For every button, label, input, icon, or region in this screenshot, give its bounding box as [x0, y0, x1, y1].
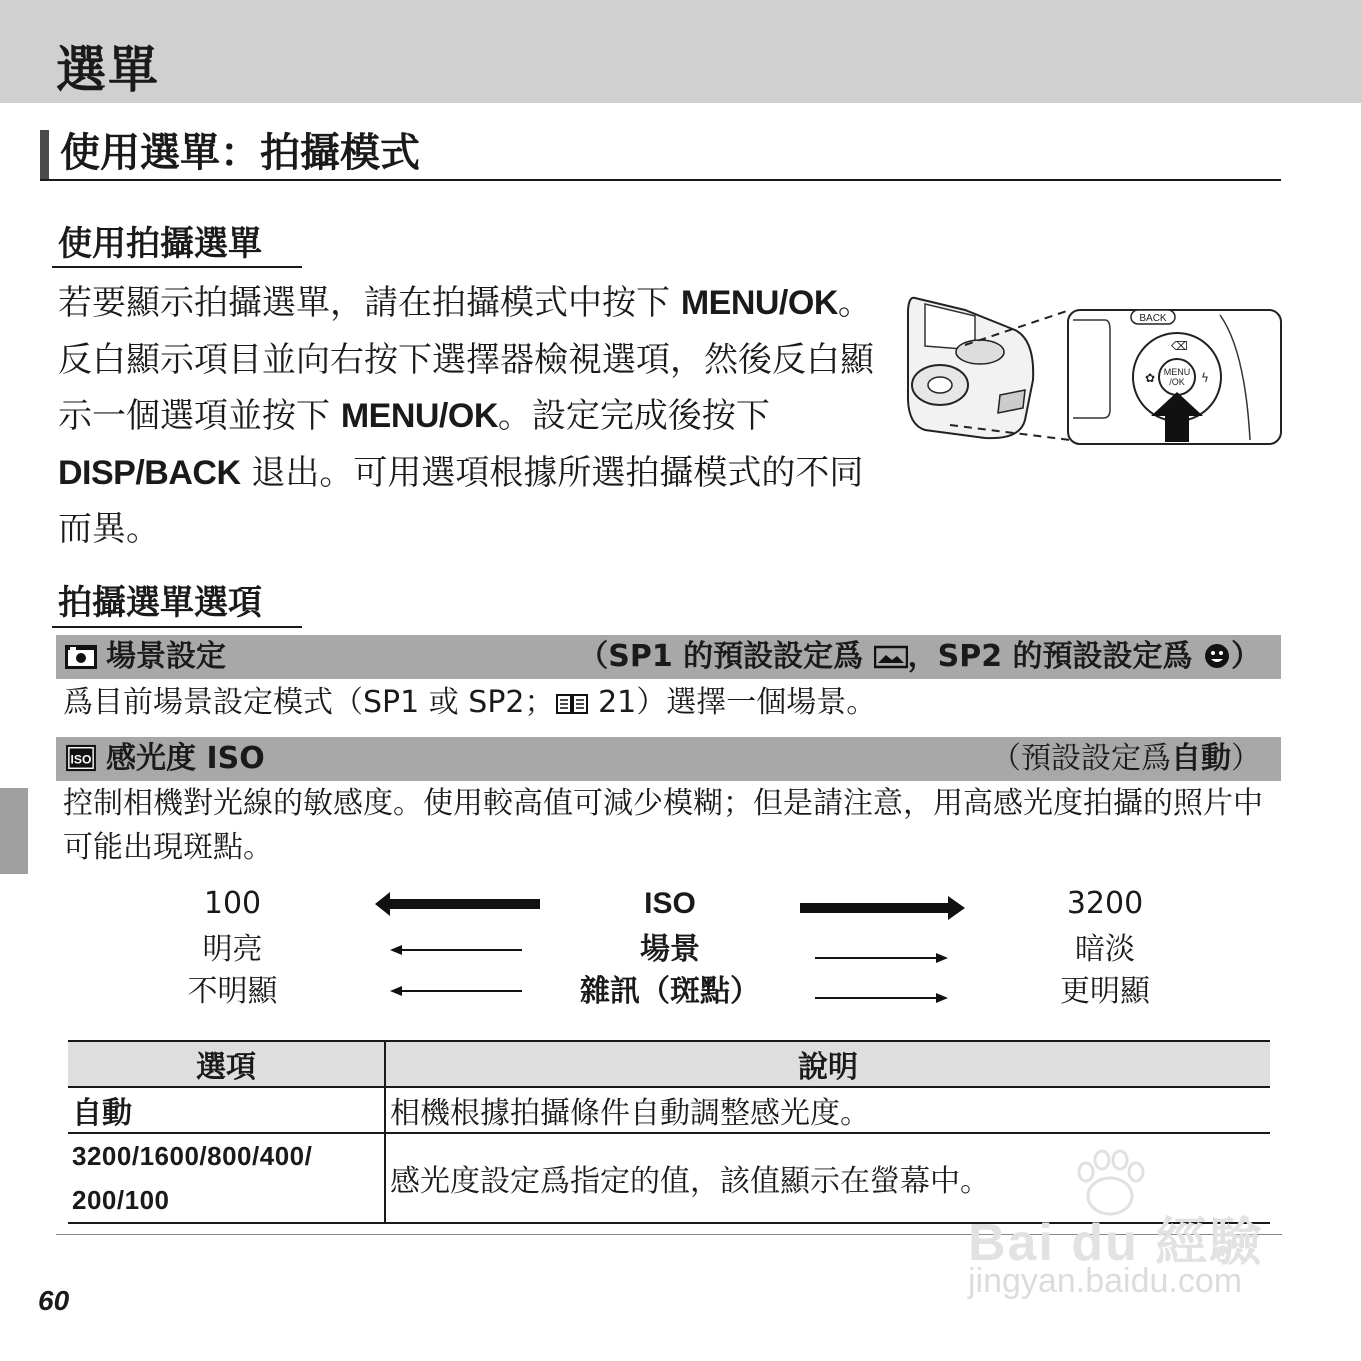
arrow-left-thick-icon: [375, 892, 540, 916]
disp-back-key: DISP/BACK: [58, 453, 241, 492]
iso-option-default: [991, 737, 1261, 781]
scene-page-ref: 21: [598, 685, 637, 720]
page-title: 選單: [56, 41, 160, 99]
arrow-right-thin-icon: [936, 993, 948, 1003]
svg-text:ISO: ISO: [70, 752, 92, 767]
trash-icon: ⌫: [1171, 339, 1188, 353]
iso-center-label: ISO: [644, 887, 696, 920]
chapter-tab: [0, 788, 28, 874]
scene-default-text-a: （SP1 的預設設定爲: [578, 639, 864, 674]
arrow-right-thick-icon: [800, 896, 965, 920]
subheading-using-menu: 使用拍攝選單: [58, 224, 262, 264]
camera-icon: [64, 643, 98, 671]
menu-ok-key: MENU/OK: [340, 397, 498, 435]
scene-center-label: 場景: [640, 932, 700, 967]
watermark-brand: Bai du 經驗: [968, 1214, 1264, 1272]
brightness-low-label: 明亮: [202, 932, 263, 967]
scene-default-text-c: ）: [1231, 639, 1261, 674]
scene-default-text-b: ，SP2 的預設設定爲: [907, 639, 1193, 674]
iso-icon: [64, 744, 98, 772]
arrow-right-thin-icon: [936, 953, 948, 963]
ok-button-label: /OK: [1169, 377, 1185, 387]
scene-option-description: [63, 682, 876, 724]
subheading-rule: [52, 626, 302, 628]
table-header-option: 選項: [68, 1041, 385, 1087]
watermark-url: jingyan.baidu.com: [968, 1262, 1243, 1300]
portrait-scene-icon: [1203, 642, 1231, 670]
table-cell-option: 自動: [68, 1087, 385, 1133]
iso-high-value: 3200: [1066, 886, 1144, 921]
table-cell-description: 相機根據拍攝條件自動調整感光度。: [385, 1087, 1270, 1133]
scene-desc-text-a: 爲目前場景設定模式（SP1 或 SP2；: [63, 685, 555, 720]
flash-icon: ϟ: [1201, 371, 1209, 385]
table-cell-description: 感光度設定爲指定的值，該值顯示在螢幕中。: [385, 1133, 1270, 1223]
iso-option-description: 控制相機對光線的敏感度。使用較高值可減少模糊；但是請注意，用高感光度拍攝的照片中可能出現斑點。: [63, 786, 1263, 865]
iso-default-value: 自動: [1171, 741, 1231, 776]
iso-default-text-a: （預設設定爲: [991, 741, 1171, 776]
noise-high-label: 更明顯: [1060, 974, 1150, 1009]
noise-center-label: 雜訊（斑點）: [580, 974, 760, 1009]
iso-option-name: 感光度 ISO: [106, 741, 265, 776]
option-values-line2: 200/100: [72, 1185, 170, 1215]
header-band: [0, 0, 1361, 103]
option-values-line1: 3200/1600/800/400/: [72, 1141, 313, 1171]
intro-text-3: 。設定完成後按下: [497, 396, 770, 436]
intro-text-4: 退出。可用選項根據所選拍攝模式的不同而異。: [58, 452, 864, 549]
subheading-menu-options: 拍攝選單選項: [58, 583, 262, 623]
menu-button-label: MENU: [1163, 367, 1191, 377]
iso-default-text-b: ）: [1231, 741, 1261, 776]
iso-low-value: 100: [203, 886, 262, 921]
table-header-description: 說明: [385, 1041, 1270, 1087]
intro-paragraph: [58, 275, 888, 558]
camera-button-figure: [905, 290, 1285, 450]
table-row: [68, 1087, 1270, 1133]
menu-ok-key: MENU/OK: [680, 284, 838, 322]
table-cell-option: [68, 1133, 385, 1223]
section-marker: [40, 130, 49, 180]
arrow-left-thin-icon: [390, 986, 402, 996]
subheading-rule: [52, 266, 302, 268]
back-button-label: BACK: [1139, 313, 1167, 324]
intro-text-1: 若要顯示拍攝選單，請在拍攝模式中按下: [58, 283, 670, 323]
noise-low-label: 不明顯: [187, 974, 278, 1009]
landscape-scene-icon: [874, 644, 908, 670]
section-rule: [40, 179, 1281, 181]
scene-option-name: 場景設定: [106, 639, 226, 674]
intro-text-2: 。反白顯示項目並向右按下選擇器檢視選項，然後反白顯示一個選項並按下: [58, 283, 874, 436]
arrow-left-thin-icon: [390, 945, 402, 955]
scene-desc-text-b: ）選擇一個場景。: [636, 685, 877, 720]
brightness-high-label: 暗淡: [1075, 932, 1135, 967]
book-reference-icon: [555, 691, 589, 715]
section-title: 使用選單：拍攝模式: [60, 130, 420, 176]
macro-icon: ✿: [1145, 371, 1156, 385]
scene-option-default: [578, 635, 1261, 679]
iso-diagram-arrows: [360, 880, 980, 1020]
page-number: 60: [38, 1285, 70, 1316]
